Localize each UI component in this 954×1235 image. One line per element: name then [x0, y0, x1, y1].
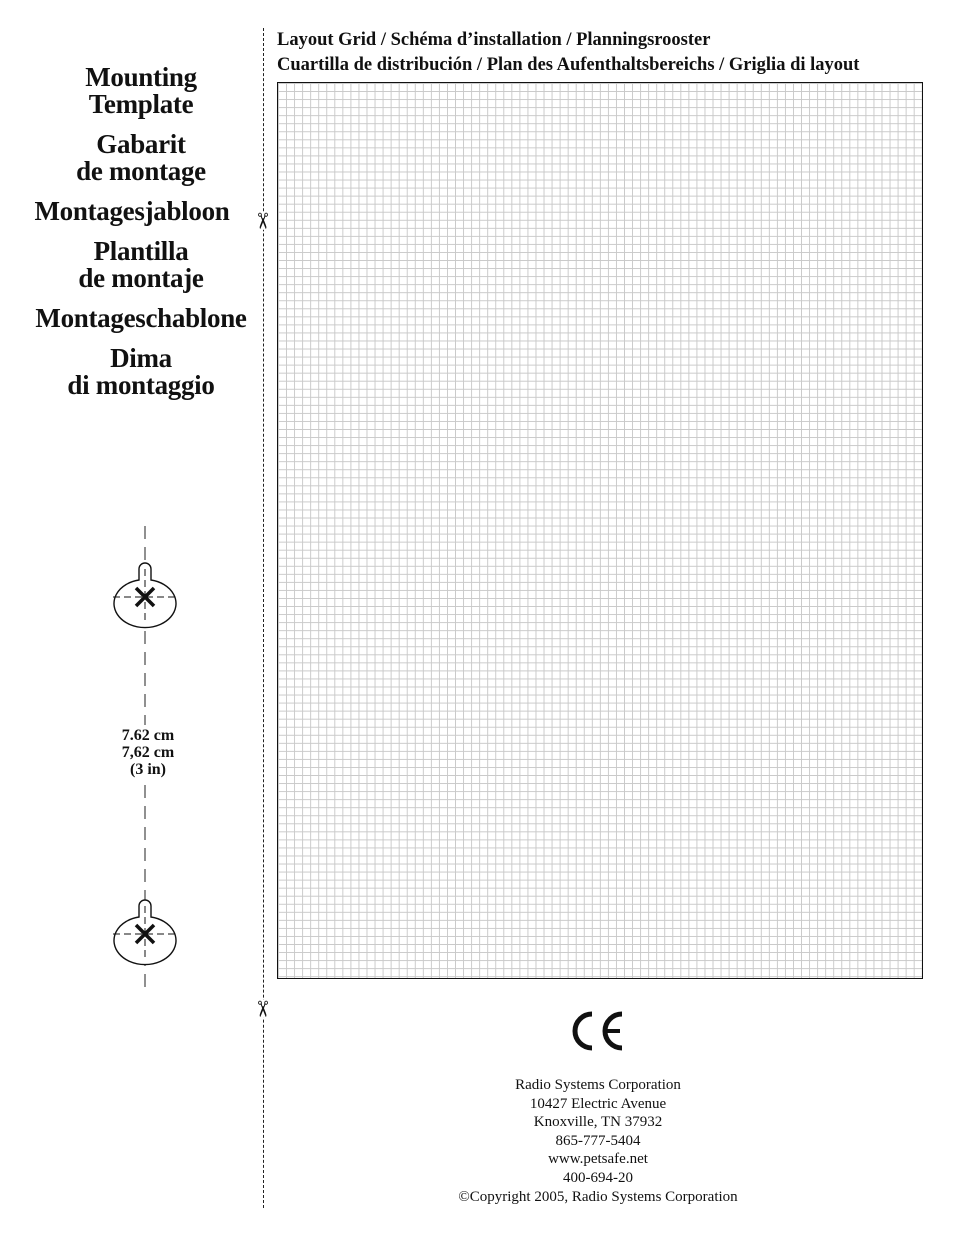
title-french: Gabarit de montage: [76, 129, 206, 186]
hole-spacing-label: 7.62 cm 7,62 cm (3 in): [100, 727, 196, 778]
template-titles: [0, 64, 282, 412]
title-dutch: Montagesjabloon: [34, 196, 230, 226]
keyhole-icon: [113, 900, 177, 965]
title-spanish: Plantilla de montaje: [78, 236, 204, 293]
part-number: 400-694-20: [563, 1169, 633, 1186]
title-english: Mounting Template: [85, 62, 197, 119]
phone-number: 865-777-5404: [555, 1132, 641, 1149]
keyhole-icon: [113, 563, 177, 628]
copyright: ©Copyright 2005, Radio Systems Corporation: [458, 1188, 738, 1205]
city-state-zip: Knoxville, TN 37932: [533, 1114, 663, 1131]
title-german: Montageschablone: [35, 303, 247, 333]
scissors-icon: ✂: [249, 999, 275, 1019]
layout-grid: [277, 82, 923, 979]
company-name: Radio Systems Corporation: [515, 1077, 681, 1093]
scissors-icon: ✂: [249, 211, 275, 231]
layout-grid-heading: Layout Grid / Schéma d’installation / Planningsrooster Cuartilla de distribución / Plan des Aufenthaltsbereichs / Griglia di layout: [277, 30, 860, 75]
ce-mark-icon: [566, 1008, 628, 1054]
cut-line: [263, 28, 264, 1208]
company-info: [420, 1076, 776, 1206]
title-italian: Dima di montaggio: [67, 343, 215, 400]
website: www.petsafe.net: [548, 1151, 648, 1168]
street-address: 10427 Electric Avenue: [529, 1095, 667, 1112]
